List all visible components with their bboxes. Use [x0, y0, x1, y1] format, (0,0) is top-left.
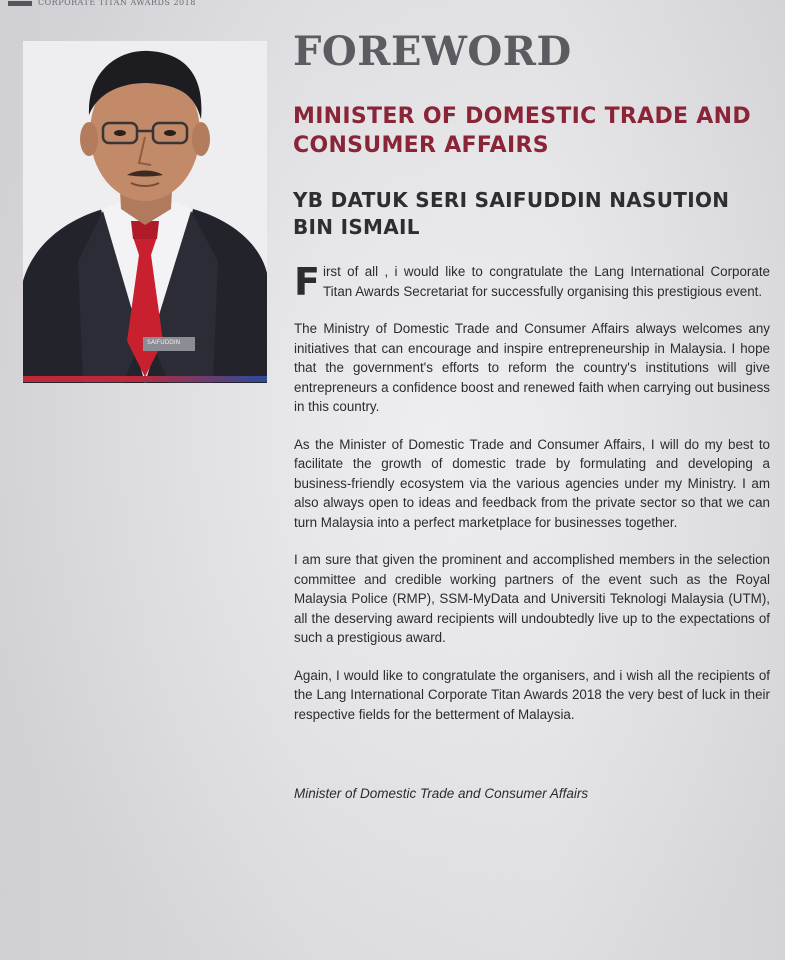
drop-cap: F — [294, 260, 320, 304]
page-title: FOREWORD — [293, 28, 572, 75]
minister-portrait — [23, 41, 267, 383]
portrait-color-strip — [23, 376, 267, 382]
running-header — [8, 0, 196, 12]
foreword-paragraph-3: As the Minister of Domestic Trade and Consumer Affairs, I will do my best to facilitate the growth of domestic trade by formulating and developing a business-friendly ecosystem via the various agencies under my Ministry. I am also always open to ideas and feedback from the private sector so that we can turn Malaysia into a perfect marketplace for businesses together. — [294, 436, 770, 530]
running-header-text: CORPORATE TITAN AWARDS 2018 — [38, 0, 196, 7]
foreword-paragraph-2: The Ministry of Domestic Trade and Consumer Affairs always welcomes any initiatives that can encourage and inspire entrepreneurship in Malaysia. I hope that the government's efforts to reform the country's institutions will give entrepreneurs a confidence boost and renewed faith when carrying out business in this country. — [294, 321, 770, 414]
foreword-body — [294, 262, 770, 742]
minister-role-heading: MINISTER OF DOMESTIC TRADE AND CONSUMER AFFAIRS — [293, 104, 751, 158]
paragraph-text: irst of all , i would like to congratulate the Lang International Corporate Titan Awards Secretariat for successfully organising this prestigious event. — [322, 264, 770, 299]
foreword-paragraph-5: Again, I would like to congratulate the organisers, and i wish all the recipients of the Lang International Corporate Titan Awards 2018 the very best of luck in their respective fields for the betterment of Malaysia. — [294, 667, 770, 722]
minister-name-heading: YB DATUK SERI SAIFUDDIN NASUTION BIN ISMAIL — [293, 188, 730, 239]
signature-line: Minister of Domestic Trade and Consumer Affairs — [294, 786, 589, 801]
foreword-paragraph-4: I am sure that given the prominent and accomplished members in the selection committee and credible working partners of the event such as the Royal Malaysia Police (RMP), SSM-MyData and Universiti Teknologi Malaysia (UTM), all the deserving award recipients will undoubtedly live up to the expectations of such a prestigious award. — [294, 552, 770, 645]
foreword-paragraph-1 — [294, 260, 770, 304]
portrait-illustration — [23, 41, 267, 383]
portrait-badge-text: SAIFUDDIN — [147, 339, 181, 346]
header-bar — [8, 1, 32, 6]
